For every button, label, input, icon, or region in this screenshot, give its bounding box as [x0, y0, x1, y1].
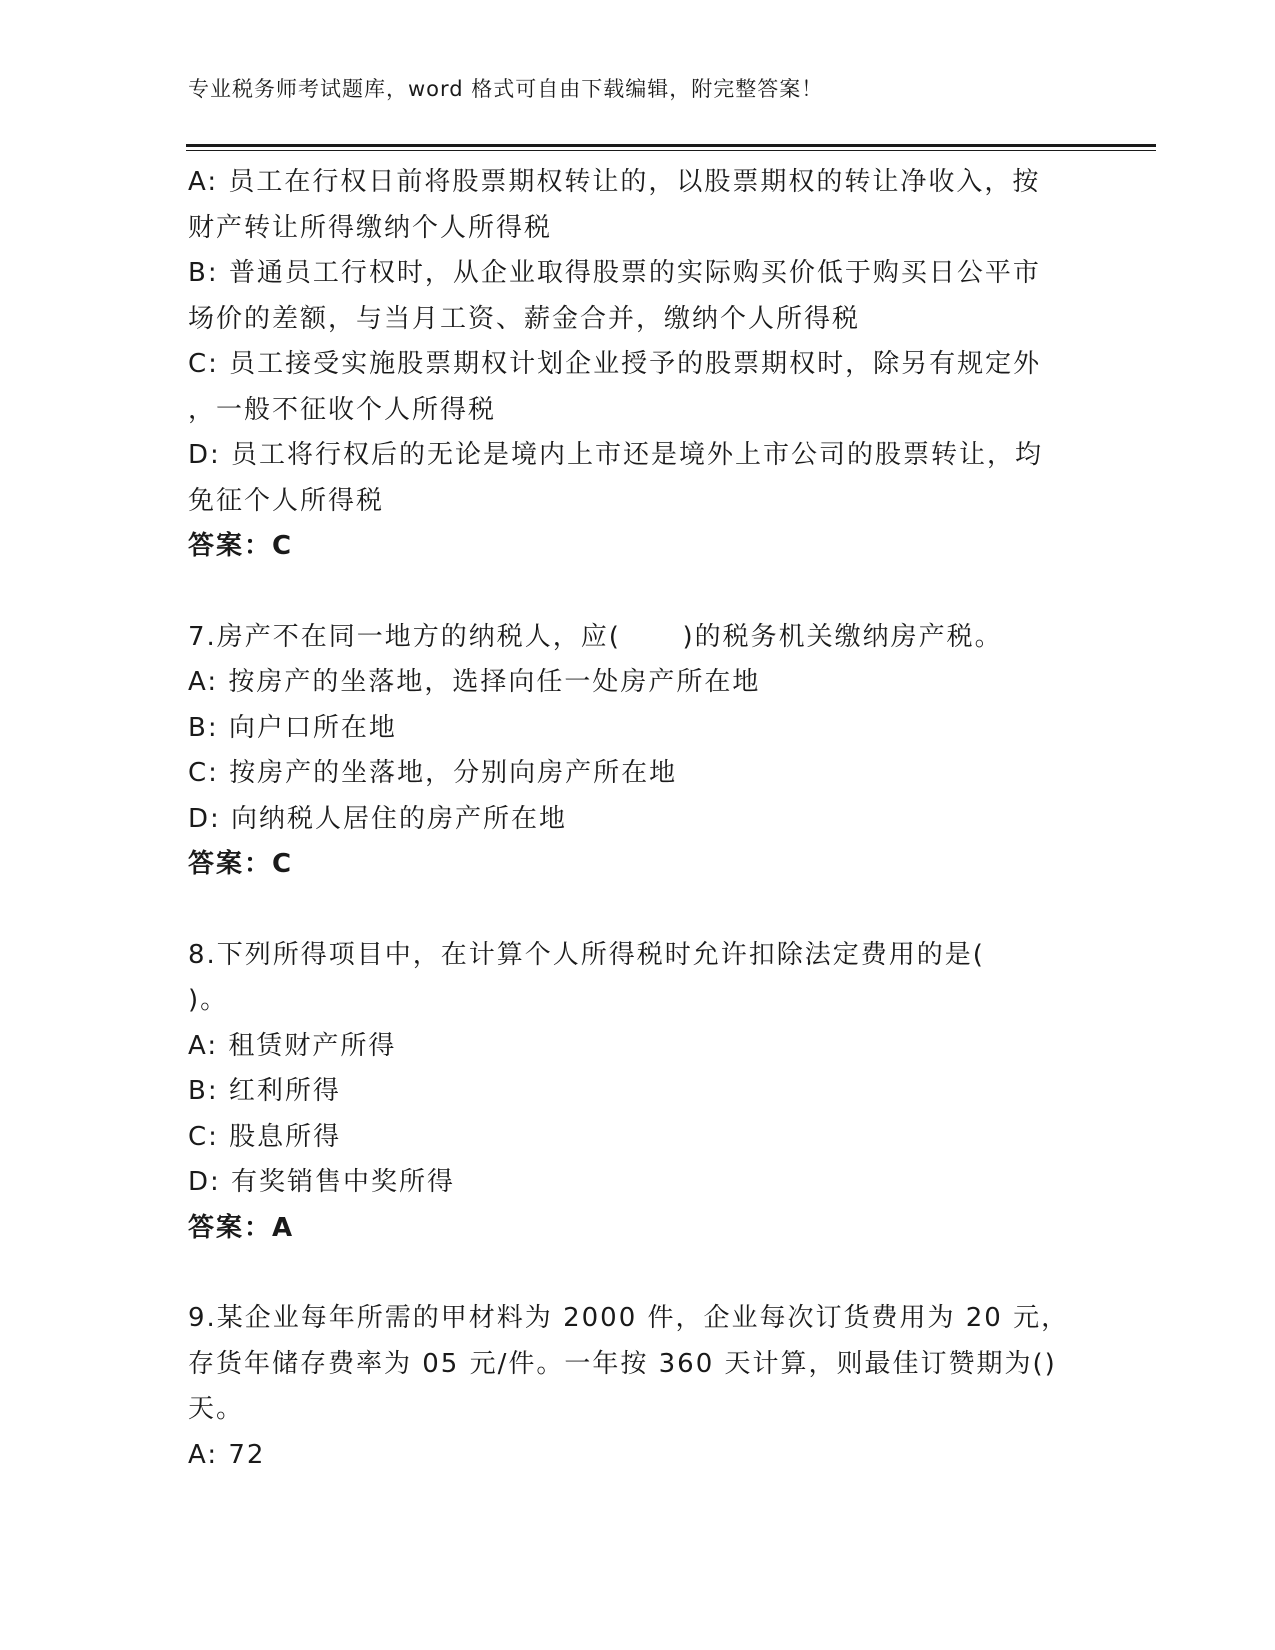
answer: 答案：C: [188, 531, 294, 561]
spacer: [188, 570, 1088, 615]
option-a: A: 租赁财产所得: [188, 1030, 397, 1061]
question-stem: 7.房产不在同一地方的纳税人，应( )的税务机关缴纳房产税。: [188, 621, 1003, 652]
option-a: A: 72: [188, 1439, 266, 1470]
spacer: [188, 1251, 1088, 1296]
option-b: B: 红利所得: [188, 1076, 341, 1106]
question-stem-continued: 存货年储存费率为 05 元/件。一年按 360 天计算，则最佳订赞期为(): [188, 1348, 1057, 1379]
option-line: D: 员工将行权后的无论是境内上市还是境外上市公司的股票转让，均: [188, 440, 1044, 470]
question-stem: 8.下列所得项目中，在计算个人所得税时允许扣除法定费用的是(: [188, 939, 985, 970]
option-line: 免征个人所得税: [188, 485, 385, 516]
option-line: A: 员工在行权日前将股票期权转让的，以股票期权的转让净收入，按: [188, 167, 1041, 197]
answer: 答案：C: [188, 849, 294, 879]
option-a: A: 按房产的坐落地，选择向任一处房产所在地: [188, 667, 761, 697]
option-d: D: 向纳税人居住的房产所在地: [188, 803, 568, 834]
question-stem-continued: )。: [188, 985, 229, 1015]
option-line: 场价的差额，与当月工资、薪金合并，缴纳个人所得税: [188, 303, 861, 334]
page-header: 专业税务师考试题库，word 格式可自由下载编辑，附完整答案！: [188, 77, 824, 101]
question-8: [188, 933, 1088, 1252]
option-line: 财产转让所得缴纳个人所得税: [188, 212, 553, 243]
option-c: C: 按房产的坐落地，分别向房产所在地: [188, 758, 678, 788]
option-line: ，一般不征收个人所得税: [188, 394, 497, 425]
option-c: C: 股息所得: [188, 1121, 342, 1152]
spacer: [188, 888, 1088, 933]
option-a: [188, 160, 1088, 251]
question-stem-continued: 天。: [188, 1394, 245, 1424]
answer: 答案：A: [188, 1212, 295, 1243]
option-c: [188, 342, 1088, 433]
option-line: B: 普通员工行权时，从企业取得股票的实际购买价低于购买日公平市: [188, 258, 1041, 288]
option-d: D: 有奖销售中奖所得: [188, 1167, 456, 1197]
option-d: [188, 433, 1088, 524]
question-7: [188, 615, 1088, 888]
question-9: [188, 1296, 1088, 1478]
option-line: C: 员工接受实施股票期权计划企业授予的股票期权时，除另有规定外: [188, 349, 1042, 379]
question-stem: 9.某企业每年所需的甲材料为 2000 件，企业每次订货费用为 20 元，: [188, 1303, 1070, 1333]
question-6-options: [188, 160, 1088, 570]
header-rule-thin: [186, 150, 1156, 151]
option-b: B: 向户口所在地: [188, 712, 397, 743]
question-content: [188, 160, 1088, 1478]
option-b: [188, 251, 1088, 342]
header-rule-thick: [186, 144, 1156, 147]
